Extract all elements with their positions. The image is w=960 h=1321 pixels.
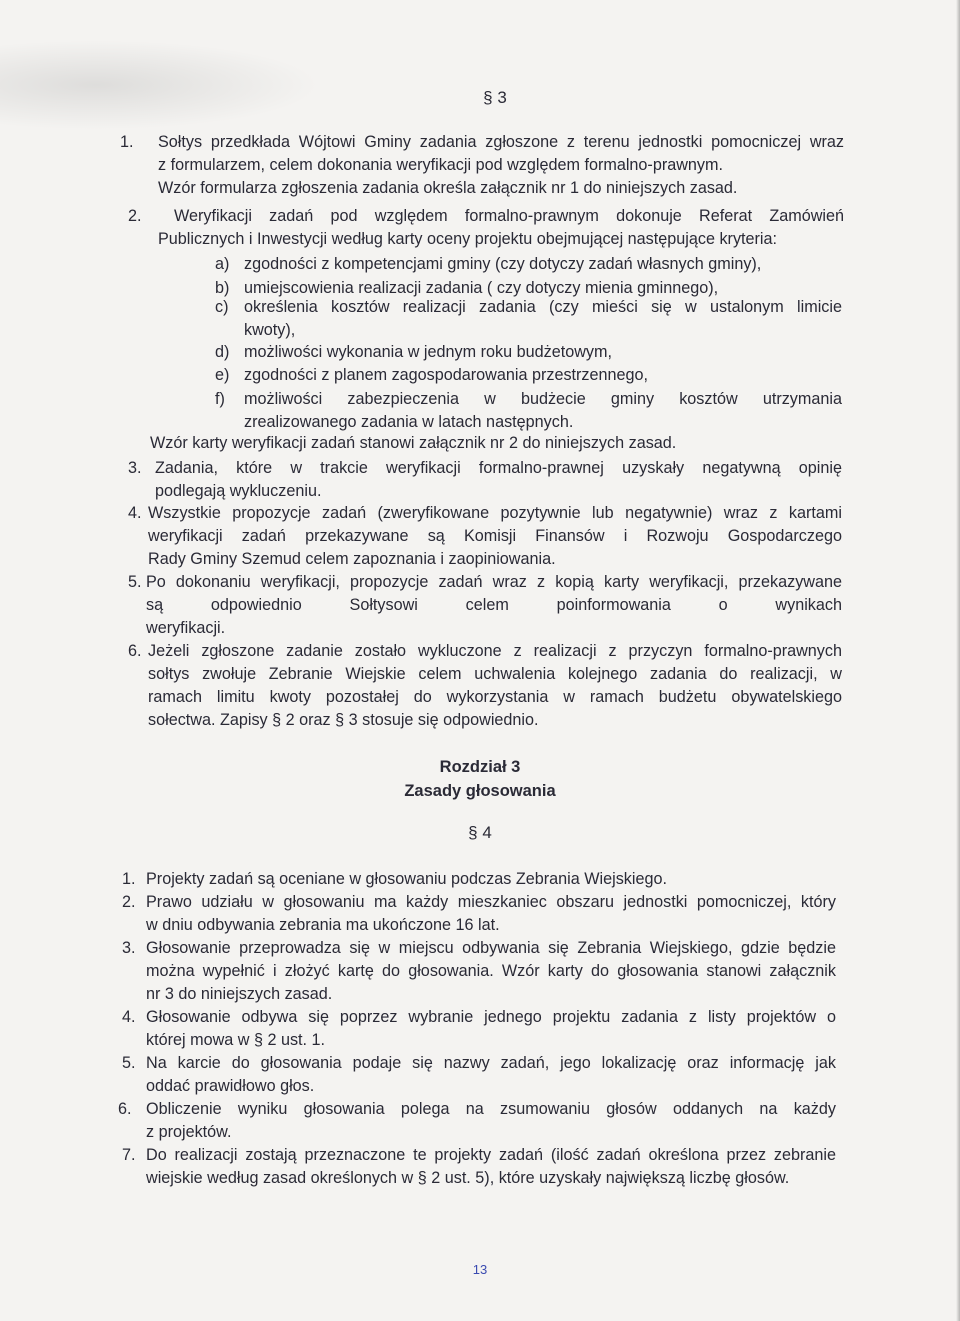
section-3-heading: § 3 — [483, 88, 507, 107]
item-number: 2. — [122, 893, 136, 911]
paragraph: Zadania, które w trakcie weryfikacji formalno-prawnej uzyskały negatywną opinię podlegają wykluczeniu. — [155, 459, 842, 500]
scan-edge-shadow — [956, 0, 960, 1321]
chapter-title: Zasady głosowania — [404, 782, 556, 800]
criterion-text: zgodności z planem zagospodarowania przestrzennego, — [244, 366, 649, 384]
paragraph: Obliczenie wyniku głosowania polega na zsumowaniu głosów oddanych na każdy z projektów. — [146, 1100, 836, 1141]
item-number: 4. — [122, 1008, 136, 1026]
paragraph: Weryfikacji zadań pod względem formalno-prawnym dokonuje Referat Zamówień Publicznych i Inwestycji według karty oceny projektu obejmującej następujące kryteria: — [158, 207, 844, 248]
criteria-note: Wzór karty weryfikacji zadań stanowi załącznik nr 2 do niniejszych zasad. — [150, 434, 677, 452]
paragraph: Wszystkie propozycje zadań (zweryfikowane pozytywnie lub negatywnie) wraz z kartami weryfikacji zadań przekazywane są Komisji Finansów i Rozwoju Gospodarczego Rady Gminy Szemud celem zapoznania i zaopiniowania. — [148, 504, 842, 568]
page-number: 13 — [472, 1262, 488, 1277]
paragraph: Głosowanie odbywa się poprzez wybranie jednego projektu zadania z listy projektów o której mowa w § 2 ust. 1. — [146, 1008, 836, 1049]
section-4-heading: § 4 — [468, 823, 492, 842]
criterion-text: zgodności z kompetencjami gminy (czy dotyczy zadań własnych gminy), — [244, 255, 762, 273]
item-number: 6. — [118, 1100, 132, 1118]
criterion-letter: b) — [215, 279, 230, 297]
item-number: 3. — [128, 459, 142, 477]
scan-smudge — [0, 40, 320, 130]
criterion-text: określenia kosztów realizacji zadania (czy mieści się w ustalonym limicie kwoty), — [244, 298, 842, 339]
item-number: 4. — [128, 504, 142, 522]
paragraph: Projekty zadań są oceniane w głosowaniu podczas Zebrania Wiejskiego. — [146, 870, 667, 888]
paragraph: Do realizacji zostają przeznaczone te projekty zadań (ilość zadań określona przez zebranie wiejskie według zasad określonych w § 2 ust. 5), które uzyskały największą liczbę głosów. — [146, 1146, 836, 1187]
item-number: 1. — [122, 870, 136, 888]
criterion-text: umiejscowienia realizacji zadania ( czy dotyczy mienia gminnego), — [244, 279, 719, 297]
item-number: 3. — [122, 939, 136, 957]
paragraph: Na karcie do głosowania podaje się nazwy zadań, jego lokalizację oraz informację jak oddać prawidłowo głos. — [146, 1054, 836, 1095]
criterion-letter: e) — [215, 366, 230, 384]
paragraph: Prawo udziału w głosowaniu ma każdy mieszkaniec obszaru jednostki pomocniczej, który w dniu odbywania zebrania ma ukończone 16 lat. — [146, 893, 836, 934]
item-number: 5. — [128, 573, 142, 591]
item-number: 7. — [122, 1146, 136, 1164]
criterion-text: możliwości wykonania w jednym roku budżetowym, — [244, 343, 612, 361]
item-number: 5. — [122, 1054, 136, 1072]
paragraph: Jeżeli zgłoszone zadanie zostało wykluczone z realizacji z przyczyn formalno-prawnych sołtys zwołuje Zebranie Wiejskie celem uchwalenia kolejnego zadania do realizacji, w ramach limitu kwoty pozostałej do wykorzystania w ramach budżetu obywatelskiego sołectwa. Zapisy § 2 oraz § 3 stosuje się odpowiednio. — [148, 642, 842, 729]
chapter-number: Rozdział 3 — [439, 758, 521, 776]
criterion-letter: c) — [215, 298, 229, 316]
criterion-letter: f) — [215, 390, 225, 408]
criterion-text: możliwości zabezpieczenia w budżecie gminy kosztów utrzymania zrealizowanego zadania w latach następnych. — [244, 390, 842, 431]
paragraph: Głosowanie przeprowadza się w miejscu odbywania się Zebrania Wiejskiego, gdzie będzie można wypełnić i złożyć kartę do głosowania. Wzór karty do głosowania stanowi załącznik nr 3 do niniejszych zasad. — [146, 939, 836, 1003]
item-number: 2. — [128, 207, 142, 225]
criterion-letter: a) — [215, 255, 230, 273]
paragraph: Sołtys przedkłada Wójtowi Gminy zadania zgłoszone z terenu jednostki pomocniczej wraz z formularzem, celem dokonania weryfikacji pod względem formalno-prawnym. Wzór formularza zgłoszenia zadania określa załącznik nr 1 do niniejszych zasad. — [158, 133, 844, 197]
item-number: 6. — [128, 642, 142, 660]
criterion-letter: d) — [215, 343, 230, 361]
paragraph: Po dokonaniu weryfikacji, propozycje zadań wraz z kopią karty weryfikacji, przekazywane są odpowiednio Sołtysowi celem poinformowania o wynikach weryfikacji. — [146, 573, 842, 637]
item-number: 1. — [120, 133, 134, 151]
